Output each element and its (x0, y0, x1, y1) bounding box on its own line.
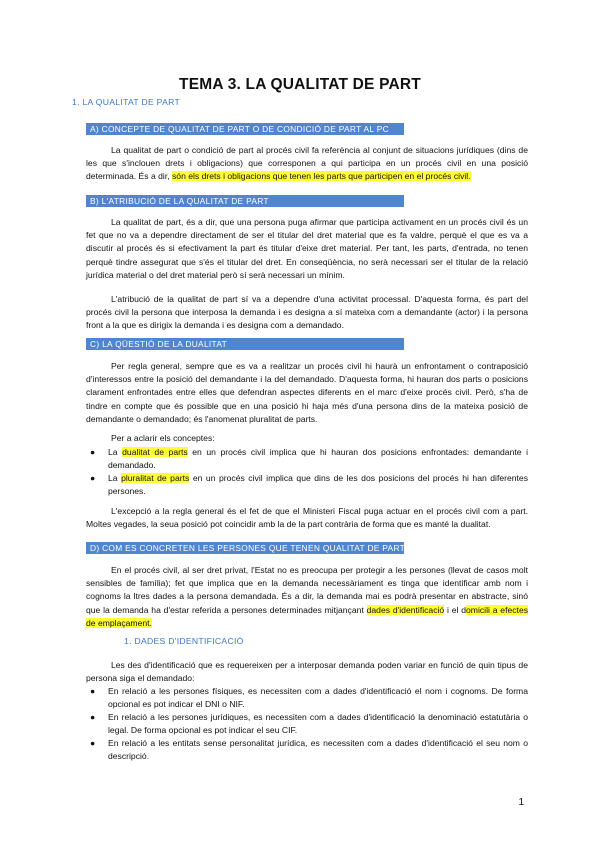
numbered-heading: 1. DADES D'IDENTIFICACIÓ (124, 636, 244, 646)
subsection-bar-c: C) LA QÜESTIÓ DE LA DUALITAT (86, 338, 404, 350)
paragraph-b1-text: La qualitat de part, és a dir, que una persona puga afirmar que participa activament en un procés civil és un fet que no va a dependre directament de ser el titular del dret material que es fa valdre, perquè el que es va a discutir al procés és si efectivament la part és titular d'eixe dret material. Per tant, les parts, d'entrada, no tenen perquè tindre assegurat que s'és el titular del dret. En conseqüència, no serà necessari ser el titular de la relació jurídica material o del dret material però sí serà necessari un mínim. (86, 217, 528, 280)
highlight-domicili: omicili a efectes de emplaçament. (86, 604, 529, 628)
paragraph-c2 (86, 432, 528, 445)
paragraph-c3-text: L'excepció a la regla general és el fet de que el Ministeri Fiscal puga actuar en el procés civil com a part. Moltes vegades, la seua posició pot coincidir amb la de la part contrària de forma que es manté la dualitat. (86, 506, 528, 530)
paragraph-b2 (86, 293, 528, 333)
list-item-text: La (108, 447, 118, 457)
paragraph-d1 (86, 564, 528, 630)
list-item-text: La (108, 473, 118, 483)
bullet-icon: ● (90, 738, 96, 748)
paragraph-e1 (86, 659, 528, 685)
highlight-pluralitat: pluralitat de parts (121, 473, 190, 483)
section-heading: 1. LA QUALITAT DE PART (72, 97, 181, 107)
highlight-dades: dades d'identificació (366, 604, 445, 615)
subsection-bar-a: A) CONCEPTE DE QUALITAT DE PART O DE CONDICIÓ DE PART AL PC (86, 123, 404, 135)
highlight-a: són els drets i obligacions que tenen les parts que participen en el procés civil. (172, 171, 471, 182)
paragraph-c1 (86, 360, 528, 426)
paragraph-c3 (86, 505, 528, 531)
bullet-icon: ● (90, 447, 96, 457)
paragraph-b1 (86, 216, 528, 282)
highlight-dualitat: dualitat de parts (122, 447, 188, 457)
paragraph-a-text: La qualitat de part o condició de part al procés civil fa referència al conjunt de situacions jurídiques (dins de les que s'inclouen drets i obligacions) que corresponen a qui participa en un procés civil en una posició determinada. És a dir, (86, 145, 528, 182)
bullet-icon: ● (90, 473, 96, 483)
list-item-text: en un procés civil implica que dins de les dos posicions del procés hi han diferentes persones. (108, 473, 529, 496)
bullet-icon: ● (90, 712, 96, 722)
paragraph-d1-text: i el d (447, 604, 467, 615)
paragraph-e1-text: Les des d'identificació que es requereixen per a interposar demanda poden variar en funció de quin tipus de persona siga el demandado: (86, 660, 528, 684)
bullet-icon: ● (90, 686, 96, 696)
paragraph-c2-text: Per a aclarir els conceptes: (111, 433, 215, 443)
paragraph-c1-text: Per regla general, sempre que es va a realitzar un procés civil hi haurà un enfrontament o contraposició d'interessos entre la posició del demandante i la del demandado. D'aquesta forma, hi hauran dos parts o posicions clarament enfrontades entre elles que defendran aspectes diferents en el marc d'eixe procés civil. Però, s'ha de tindre en compte que és possible que en una posició hi haja més d'una persona dins de la mateixa posició de demandante o demandado; és l'anomenat pluralitat de parts. (86, 361, 528, 424)
subsection-bar-b: B) L'ATRIBUCIÓ DE LA QUALITAT DE PART (86, 195, 404, 207)
page-title: TEMA 3. LA QUALITAT DE PART (179, 76, 421, 93)
subsection-bar-d: D) COM ES CONCRETEN LES PERSONES QUE TENEN QUALITAT DE PART (86, 542, 404, 554)
paragraph-b2-text: L'atribució de la qualitat de part sí va a dependre d'una activitat processal. D'aquesta forma, és part del procés civil la persona que interposa la demanda i es designa a sí mateixa com a demandante (actor) i la persona front a la que es dirigix la demanda i es designa com a demandado. (86, 294, 528, 331)
paragraph-a (86, 144, 528, 184)
list-item-text: en un procés civil implica que hi hauran dos posicions enfrontades: demandante i demandado. (108, 447, 529, 470)
list-item-text: En relació a les persones jurídiques, es necessiten com a dades d'identificació la denominació estatutària o legal. De forma opcional es pot indicar el seu CIF. (108, 712, 528, 735)
paragraph-d1-text: En el procés civil, al ser dret privat, l'Estat no es preocupa per protegir a les persones (llevat de casos molt sensibles de família); fet que implica que en la demanda necessàriament es tinga que identificar amb nom i cognoms la ltres dades a la persona demandada. És a dir, la demanda mai es podrà presentar en abstracte, sinó que la demanda ha d'estar referida a persones determinades mitjançant (86, 565, 528, 615)
page-number: 1 (518, 797, 524, 808)
list-item-text: En relació a les persones físiques, es necessiten com a dades d'identificació el nom i cognoms. De forma opcional es pot indicar el DNI o NIF. (108, 686, 528, 709)
list-item-text: En relació a les entitats sense personalitat jurídica, es necessiten com a dades d'identificació el seu nom o descripció. (108, 738, 528, 761)
